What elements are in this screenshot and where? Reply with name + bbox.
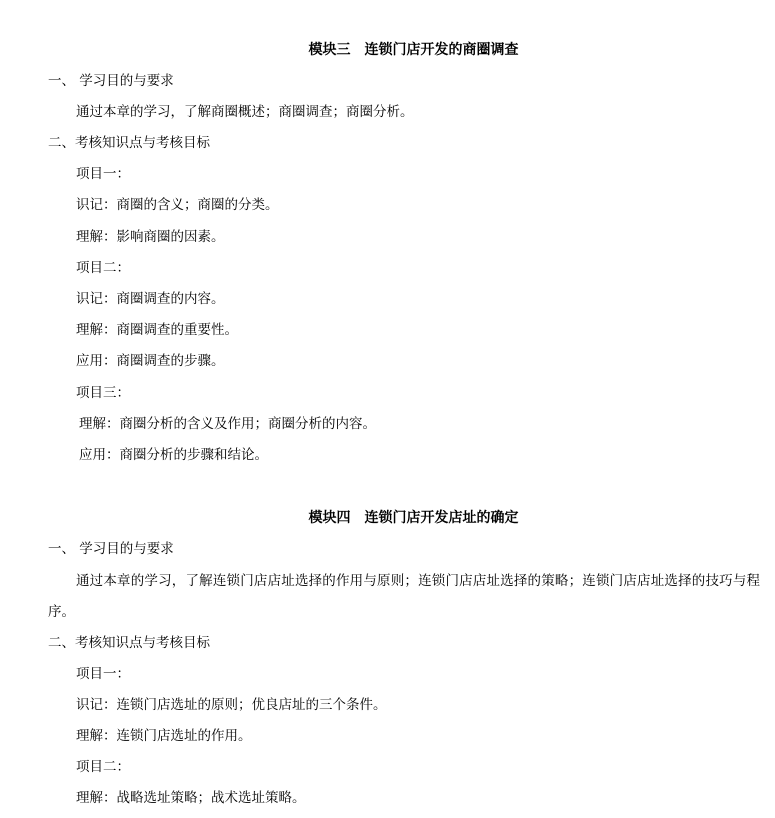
module4-item: 项目一： [76,666,130,682]
module3-title-text: 模块三 连锁门店开发的商圈调查 [308,42,519,58]
module3-section2-heading: 二、考核知识点与考核目标 [48,135,210,151]
module3-item: 理解：商圈分析的含义及作用；商圈分析的内容。 [79,416,376,432]
module4-section1-text: 通过本章的学习，了解连锁门店店址选择的作用与原则；连锁门店店址选择的策略；连锁门店店址选择的技巧与程序。 [48,573,760,620]
module3-title [0,41,775,59]
module3-item: 理解：影响商圈的因素。 [76,229,225,245]
module4-item: 理解：连锁门店选址的作用。 [76,728,252,744]
module3-section1-text: 通过本章的学习，了解商圈概述；商圈调查；商圈分析。 [76,104,414,120]
module3-item: 项目三： [76,385,130,401]
module3-item: 项目一： [76,166,130,182]
module4-title-text: 模块四 连锁门店开发店址的确定 [308,510,519,526]
module3-item: 应用：商圈调查的步骤。 [76,353,225,369]
module4-section1-heading: 一、 学习目的与要求 [48,541,174,557]
module4-title [0,509,775,527]
module3-item: 应用：商圈分析的步骤和结论。 [79,447,268,463]
module4-item: 理解：战略选址策略；战术选址策略。 [76,790,306,806]
module3-item: 项目二： [76,260,130,276]
module4-item: 项目二： [76,759,130,775]
module4-section2-heading: 二、考核知识点与考核目标 [48,635,210,651]
module3-section1-heading: 一、 学习目的与要求 [48,73,174,89]
module3-item: 理解：商圈调查的重要性。 [76,322,238,338]
module4-item: 识记：连锁门店选址的原则；优良店址的三个条件。 [76,697,387,713]
module3-item: 识记：商圈的含义；商圈的分类。 [76,197,279,213]
module3-item: 识记：商圈调查的内容。 [76,291,225,307]
